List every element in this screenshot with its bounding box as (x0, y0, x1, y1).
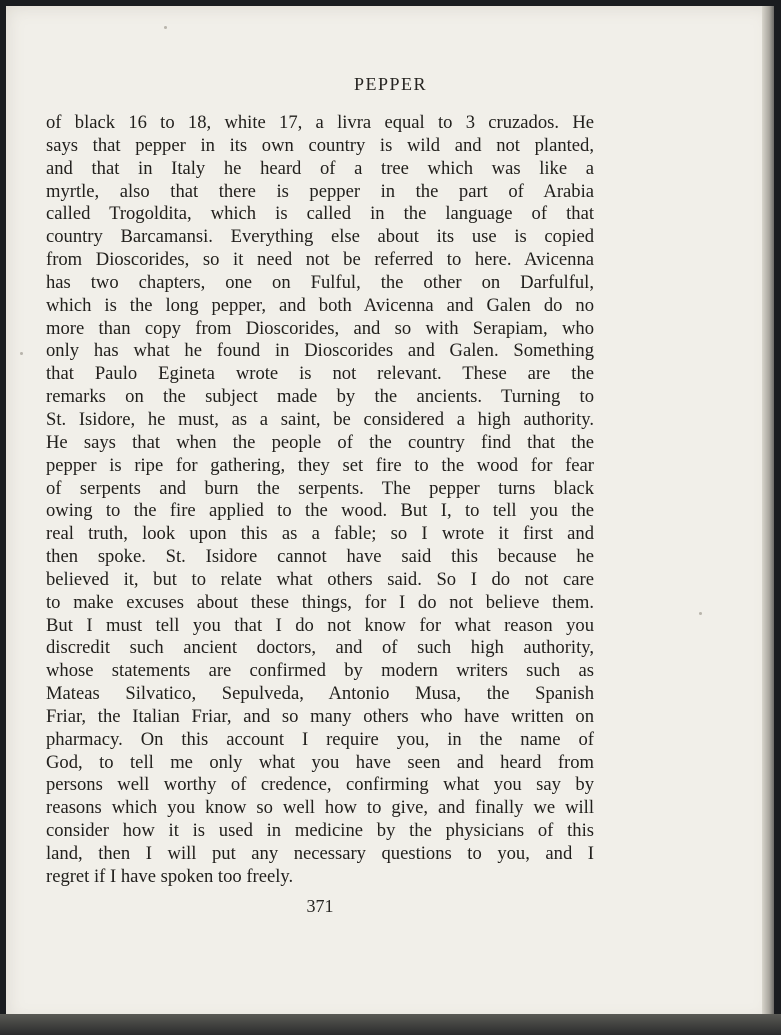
text-line: which is the long pepper, and both Avicenna and Galen do no (46, 294, 594, 316)
text-line: owing to the fire applied to the wood. But I, to tell you the (46, 500, 594, 522)
text-line: Mateas Silvatico, Sepulveda, Antonio Musa, the Spanish (46, 683, 594, 705)
text-line: more than copy from Dioscorides, and so with Serapiam, who (46, 317, 594, 339)
text-line: whose statements are confirmed by modern writers such as (46, 660, 594, 682)
text-line: of serpents and burn the serpents. The pepper turns black (46, 477, 594, 499)
text-line: God, to tell me only what you have seen and heard from (46, 751, 594, 773)
body-text (46, 112, 594, 889)
paper-speck (20, 352, 23, 355)
page-edge-shadow (762, 6, 774, 1022)
text-line: Friar, the Italian Friar, and so many others who have written on (46, 705, 594, 727)
binding-strip (0, 1014, 781, 1035)
text-line: But I must tell you that I do not know for what reason you (46, 614, 594, 636)
text-line: myrtle, also that there is pepper in the part of Arabia (46, 180, 594, 202)
paper-speck (699, 612, 702, 615)
text-line: persons well worthy of credence, confirming what you say by (46, 774, 594, 796)
text-line: regret if I have spoken too freely. (46, 865, 294, 887)
running-head: PEPPER (353, 74, 428, 94)
text-line: of black 16 to 18, white 17, a livra equal to 3 cruzados. He (46, 112, 594, 133)
text-line: pepper is ripe for gathering, they set fire to the wood for fear (46, 454, 594, 476)
text-line: St. Isidore, he must, as a saint, be considered a high authority. (46, 408, 594, 430)
text-line: from Dioscorides, so it need not be referred to here. Avicenna (46, 249, 594, 271)
text-line: consider how it is used in medicine by the physicians of this (46, 820, 594, 842)
text-line: and that in Italy he heard of a tree which was like a (46, 157, 594, 179)
text-line: discredit such ancient doctors, and of such high authority, (46, 637, 594, 659)
text-line: He says that when the people of the country find that the (46, 431, 594, 453)
text-line: says that pepper in its own country is wild and not planted, (46, 134, 594, 156)
text-line: to make excuses about these things, for I do not believe them. (46, 591, 594, 613)
text-line: country Barcamansi. Everything else about its use is copied (46, 226, 594, 248)
text-line: real truth, look upon this as a fable; so I wrote it first and (46, 523, 594, 545)
text-line: pharmacy. On this account I require you, in the name of (46, 728, 594, 750)
text-line: called Trogoldita, which is called in the language of that (46, 203, 594, 225)
text-line: then spoke. St. Isidore cannot have said this because he (46, 546, 594, 568)
text-line: land, then I will put any necessary questions to you, and I (46, 843, 594, 864)
text-line: remarks on the subject made by the ancients. Turning to (46, 386, 594, 408)
text-line: only has what he found in Dioscorides and Galen. Something (46, 340, 594, 362)
text-line: has two chapters, one on Fulful, the other on Darfulful, (46, 271, 594, 293)
page-number: 371 (306, 896, 334, 916)
text-line: that Paulo Egineta wrote is not relevant. These are the (46, 363, 594, 385)
text-line: reasons which you know so well how to give, and finally we will (46, 797, 594, 819)
paper-speck (164, 26, 167, 29)
text-line: believed it, but to relate what others said. So I do not care (46, 568, 594, 590)
